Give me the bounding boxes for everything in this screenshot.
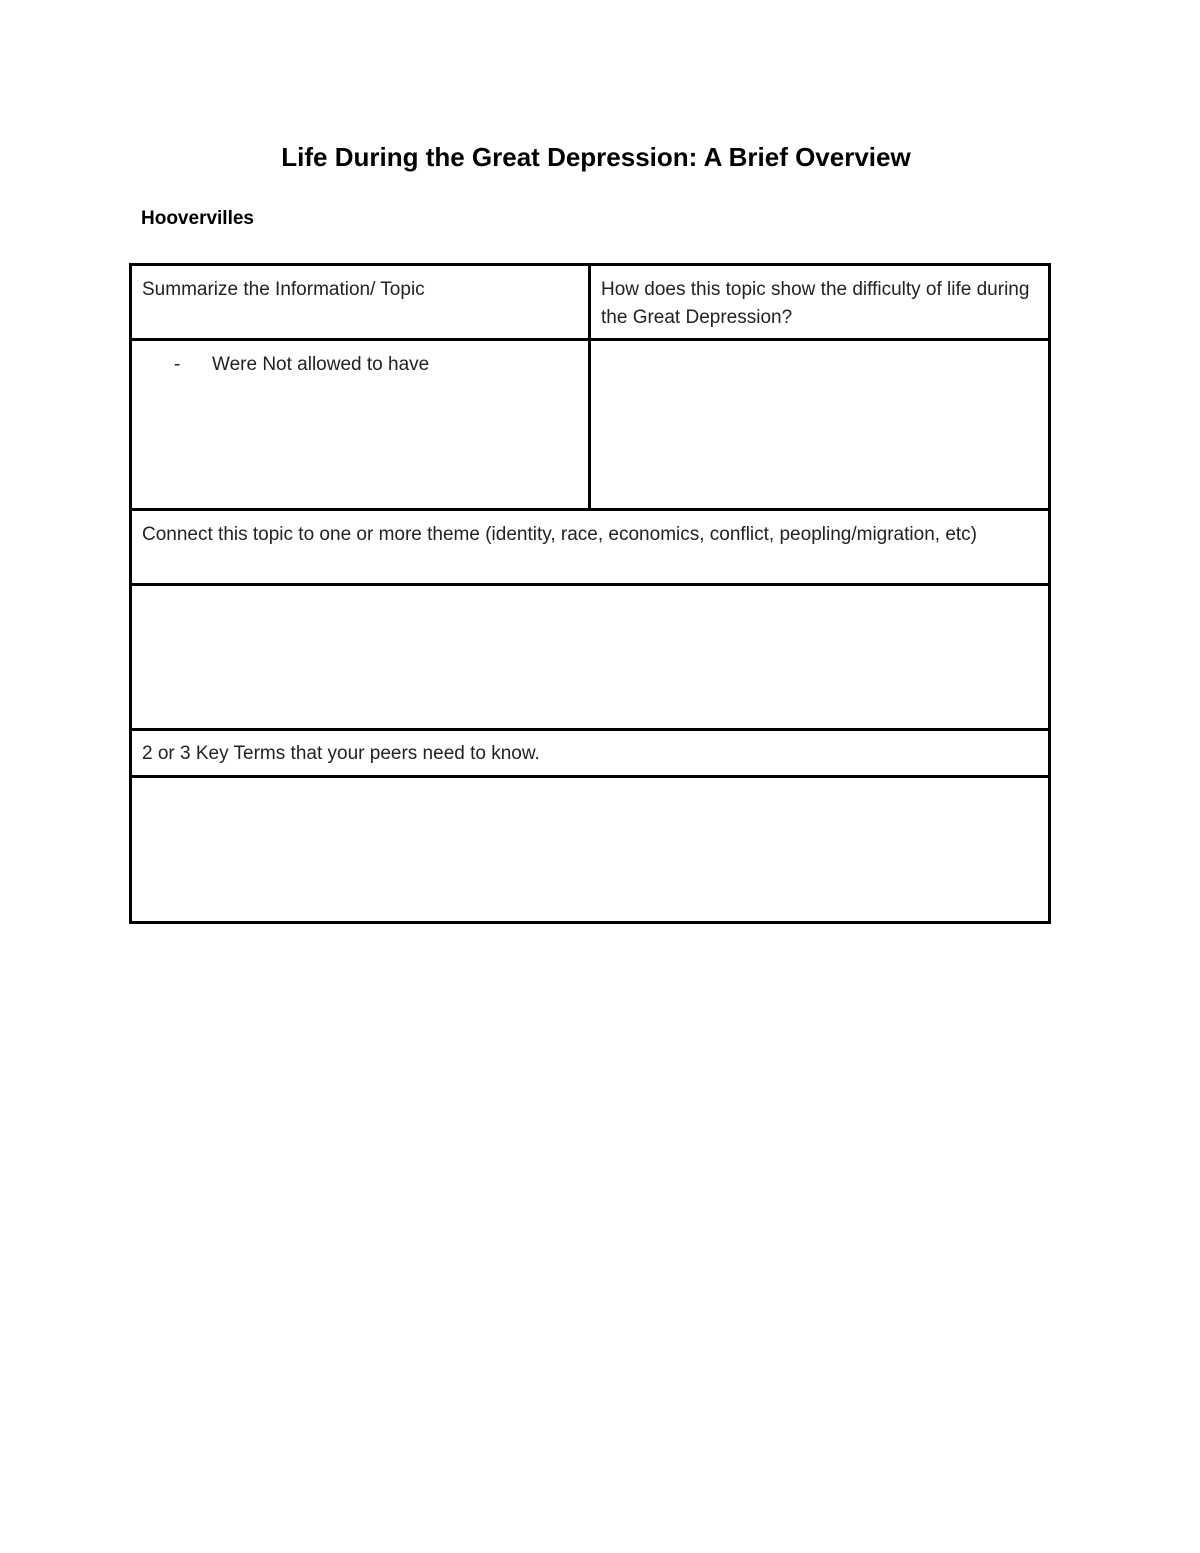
summary-header-label: Summarize the Information/ Topic	[142, 279, 425, 300]
key-terms-answer-cell[interactable]	[131, 777, 1050, 923]
connect-prompt-row	[131, 510, 1050, 585]
key-terms-prompt-label: 2 or 3 Key Terms that your peers need to know.	[142, 743, 540, 764]
summary-answer-row	[131, 340, 1050, 510]
table-header-row	[131, 265, 1050, 340]
difficulty-header-label: How does this topic show the difficulty of life during the Great Depression?	[601, 279, 1030, 328]
summary-answer-cell[interactable]	[131, 340, 590, 510]
summary-header-cell	[131, 265, 590, 340]
bullet-text: Were Not allowed to have	[212, 354, 430, 375]
difficulty-answer-cell[interactable]	[590, 340, 1050, 510]
key-terms-prompt-cell	[131, 730, 1050, 777]
connect-answer-cell[interactable]	[131, 585, 1050, 730]
connect-answer-row	[131, 585, 1050, 730]
bullet-dash: -	[174, 354, 181, 375]
key-terms-prompt-row	[131, 730, 1050, 777]
key-terms-answer-row	[131, 777, 1050, 923]
list-item	[142, 351, 578, 379]
section-heading: Hoovervilles	[141, 208, 254, 229]
connect-prompt-cell	[131, 510, 1050, 585]
connect-prompt-label: Connect this topic to one or more theme (identity, race, economics, conflict, peopling/migration, etc)	[142, 524, 977, 545]
worksheet-table	[129, 263, 1051, 924]
difficulty-header-cell	[590, 265, 1050, 340]
document-title: Life During the Great Depression: A Brief Overview	[281, 142, 911, 172]
